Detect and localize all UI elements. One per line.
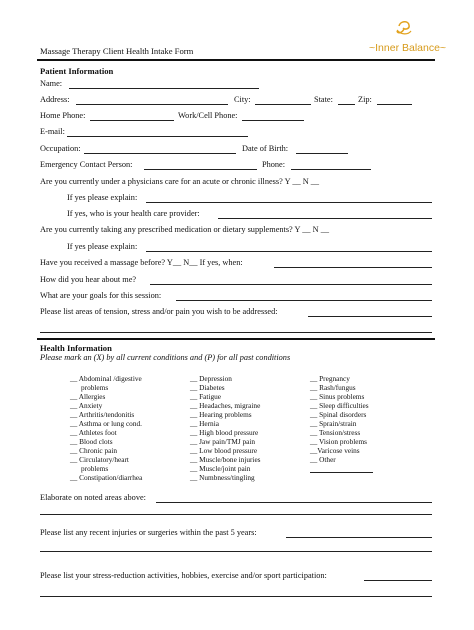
condition-item: __ Depression <box>190 374 232 383</box>
address-field[interactable] <box>76 104 228 105</box>
email-field[interactable] <box>67 136 248 137</box>
condition-item: __ Abdominal /digestive <box>70 374 142 383</box>
header-rule <box>37 59 435 61</box>
explain1-field[interactable] <box>146 202 432 203</box>
swirl-icon <box>393 17 415 39</box>
condition-item: __ Muscle/joint pain <box>190 464 251 473</box>
condition-item: __ Diabetes <box>190 383 225 392</box>
home-phone-label: Home Phone: <box>40 111 86 120</box>
stress-field-line-2[interactable] <box>40 596 432 597</box>
stress-field[interactable] <box>364 580 432 581</box>
tension-question: Please list areas of tension, stress and/or pain you wish to be addressed: <box>40 307 278 316</box>
emergency-field[interactable] <box>144 169 257 170</box>
explain1-label: If yes please explain: <box>67 193 138 202</box>
medication-question: Are you currently taking any prescribed medication or dietary supplements? Y __ N __ <box>40 225 329 234</box>
state-field[interactable] <box>338 104 355 105</box>
other-field[interactable] <box>310 472 373 473</box>
condition-item: problems <box>81 464 109 473</box>
goals-question: What are your goals for this session: <box>40 291 162 300</box>
name-label: Name: <box>40 79 63 88</box>
condition-item: problems <box>81 383 109 392</box>
form-title: Massage Therapy Client Health Intake Form <box>40 46 194 56</box>
emergency-phone-label: Phone: <box>262 160 286 169</box>
condition-item: __ Chronic pain <box>70 446 118 455</box>
health-instruction: Please mark an (X) by all current conditions and (P) for all past conditions <box>40 353 291 362</box>
tension-field[interactable] <box>308 316 432 317</box>
condition-item: __ Pregnancy <box>310 374 350 383</box>
occupation-label: Occupation: <box>40 144 81 153</box>
condition-item: __ Muscle/bone injuries <box>190 455 261 464</box>
condition-item: __ Athletes foot <box>70 428 117 437</box>
condition-item: __ Constipation/diarrhea <box>70 473 143 482</box>
condition-item: __Varicose veins <box>310 446 360 455</box>
brand-name: ~Inner Balance~ <box>369 42 447 54</box>
condition-item: __ Headaches, migraine <box>190 401 261 410</box>
condition-item: __ High blood pressure <box>190 428 259 437</box>
condition-item: __ Sprain/strain <box>310 419 357 428</box>
city-field[interactable] <box>255 104 311 105</box>
condition-item: __ Other <box>310 455 336 464</box>
massage-question: Have you received a massage before? Y__ N__ If yes, when: <box>40 258 243 267</box>
state-label: State: <box>314 95 333 104</box>
injuries-label: Please list any recent injuries or surgeries within the past 5 years: <box>40 528 257 537</box>
condition-item: __ Asthma or lung cond. <box>70 419 142 428</box>
dob-field[interactable] <box>296 153 348 154</box>
condition-item: __ Sleep difficulties <box>310 401 369 410</box>
condition-item: __ Low blood pressure <box>190 446 258 455</box>
city-label: City: <box>234 95 251 104</box>
condition-item: __ Hernia <box>190 419 219 428</box>
condition-item: __ Rash/fungus <box>310 383 356 392</box>
dob-label: Date of Birth: <box>242 144 289 153</box>
condition-item: __ Jaw pain/TMJ pain <box>190 437 256 446</box>
injuries-field-line-2[interactable] <box>40 551 432 552</box>
address-label: Address: <box>40 95 70 104</box>
condition-item: __ Fatigue <box>190 392 222 401</box>
health-rule <box>37 338 435 340</box>
condition-item: __ Numbness/tingling <box>190 473 255 482</box>
explain2-label: If yes please explain: <box>67 242 138 251</box>
goals-field[interactable] <box>176 300 432 301</box>
condition-item: __ Allergies <box>70 392 106 401</box>
elaborate-label: Elaborate on noted areas above: <box>40 493 146 502</box>
condition-item: __ Tension/stress <box>310 428 361 437</box>
elaborate-field[interactable] <box>156 502 432 503</box>
email-label: E-mail: <box>40 127 65 136</box>
condition-item: __ Hearing problems <box>190 410 252 419</box>
condition-item: __ Arthritis/tendonitis <box>70 410 135 419</box>
tension-field-line-2[interactable] <box>40 332 432 333</box>
provider-field[interactable] <box>218 218 432 219</box>
provider-label: If yes, who is your health care provider: <box>67 209 200 218</box>
hear-field[interactable] <box>150 284 432 285</box>
condition-item: __ Vision problems <box>310 437 367 446</box>
work-phone-label: Work/Cell Phone: <box>178 111 238 120</box>
condition-item: __ Circulatory/heart <box>70 455 129 464</box>
emergency-label: Emergency Contact Person: <box>40 160 133 169</box>
emergency-phone-field[interactable] <box>291 169 371 170</box>
physician-question: Are you currently under a physicians care for an acute or chronic illness? Y __ N __ <box>40 177 320 186</box>
condition-item: __ Anxiety <box>70 401 103 410</box>
massage-when-field[interactable] <box>274 267 432 268</box>
health-heading: Health Information <box>40 343 112 353</box>
condition-item: __ Sinus problems <box>310 392 365 401</box>
condition-item: __ Blood clots <box>70 437 113 446</box>
zip-label: Zip: <box>358 95 372 104</box>
explain2-field[interactable] <box>146 251 432 252</box>
zip-field[interactable] <box>377 104 412 105</box>
injuries-field[interactable] <box>286 537 432 538</box>
elaborate-field-line-2[interactable] <box>40 514 432 515</box>
name-field[interactable] <box>69 88 259 89</box>
condition-item: __ Spinal disorders <box>310 410 367 419</box>
work-phone-field[interactable] <box>242 120 304 121</box>
stress-label: Please list your stress-reduction activities, hobbies, exercise and/or sport participation: <box>40 571 327 580</box>
occupation-field[interactable] <box>84 153 236 154</box>
patient-heading: Patient Information <box>40 66 114 76</box>
home-phone-field[interactable] <box>90 120 174 121</box>
hear-question: How did you hear about me? <box>40 275 137 284</box>
